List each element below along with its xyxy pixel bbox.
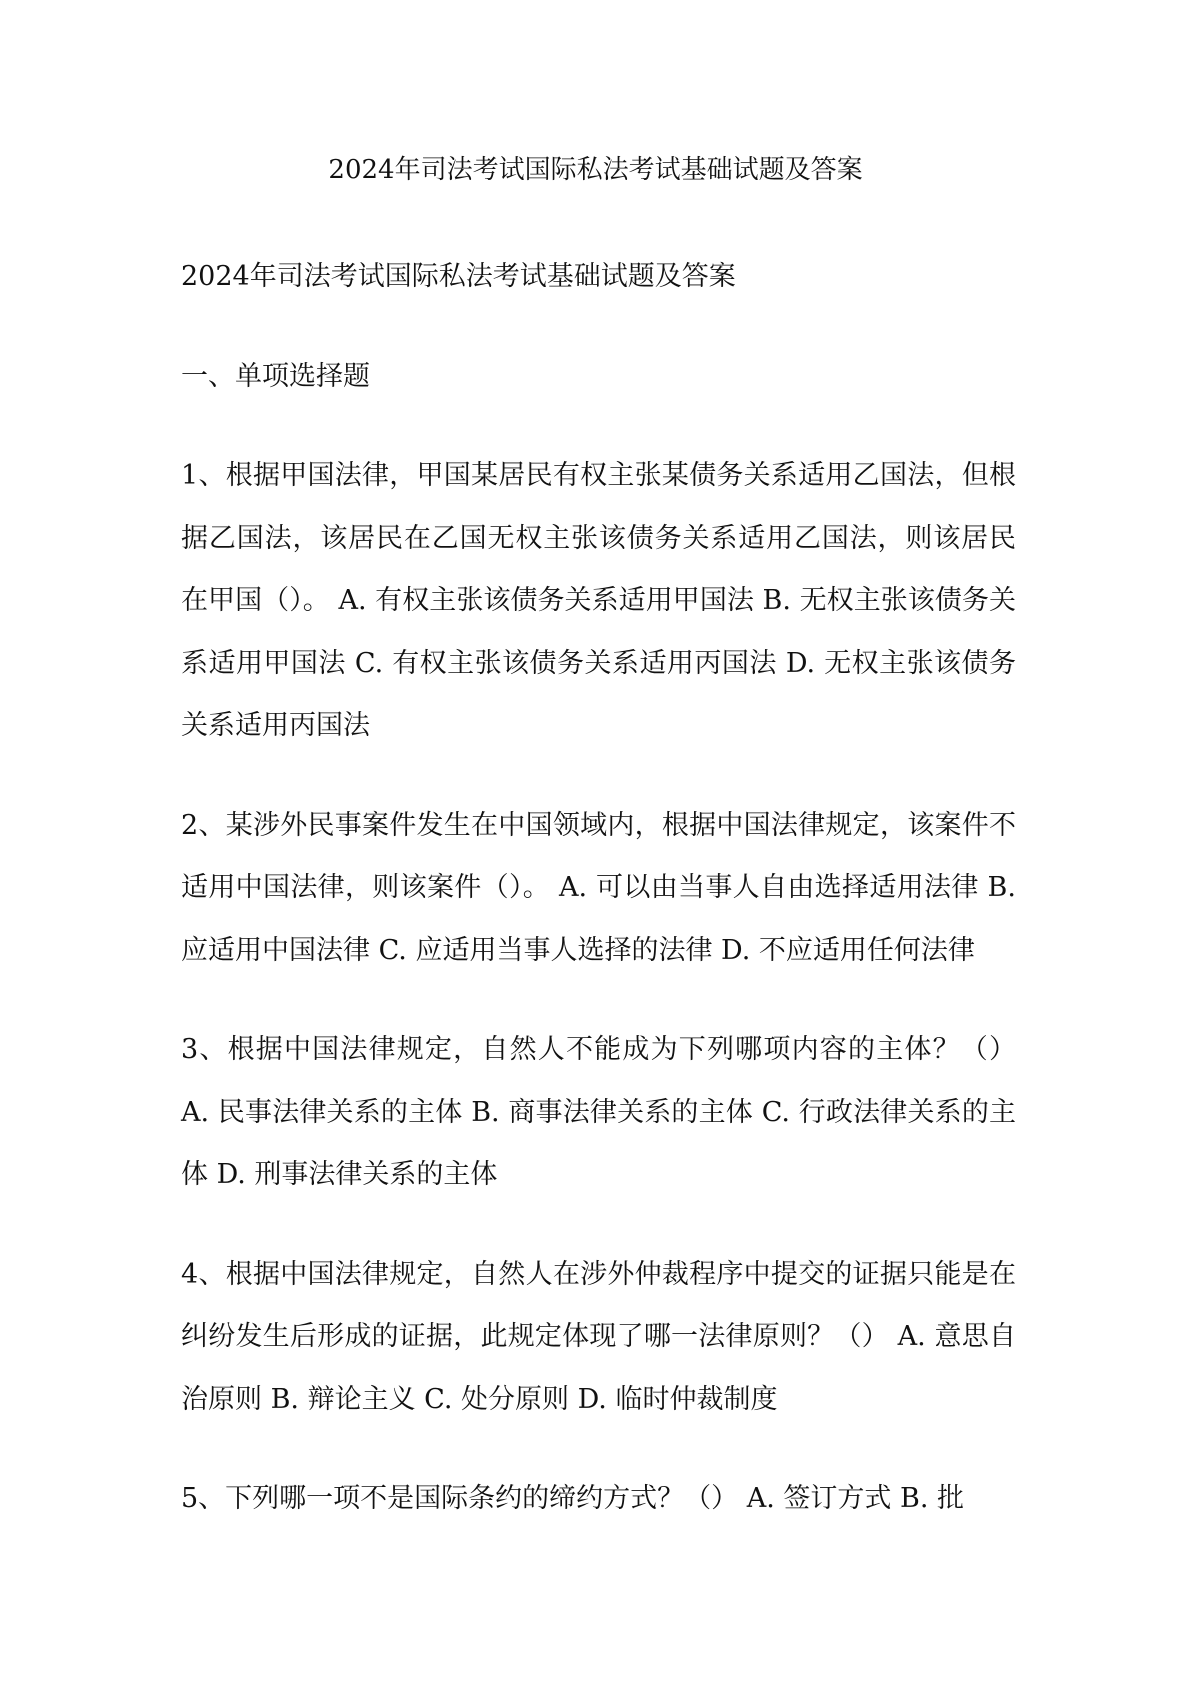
question-4: 4、根据中国法律规定，自然人在涉外仲裁程序中提交的证据只能是在纠纷发生后形成的证据，此规定体现了哪一法律原则？（） A. 意思自治原则 B. 辩论主义 C. 处分原则 D. 临时仲裁制度 bbox=[181, 1258, 1016, 1415]
document-title: 2024年司法考试国际私法考试基础试题及答案 bbox=[328, 155, 863, 185]
question-3: 3、根据中国法律规定，自然人不能成为下列哪项内容的主体？（） A. 民事法律关系的主体 B. 商事法律关系的主体 C. 行政法律关系的主体 D. 刑事法律关系的主体 bbox=[181, 1034, 1016, 1190]
section-heading: 一、单项选择题 bbox=[181, 360, 370, 392]
document-subtitle: 2024年司法考试国际私法考试基础试题及答案 bbox=[181, 261, 736, 292]
document-body bbox=[181, 246, 1016, 1568]
question-5: 5、下列哪一项不是国际条约的缔约方式？（） A. 签订方式 B. 批 bbox=[181, 1483, 965, 1514]
question-1: 1、根据甲国法律，甲国某居民有权主张某债务关系适用乙国法，但根据乙国法，该居民在乙国无权主张该债务关系适用乙国法，则该居民在甲国（）。 A. 有权主张该债务关系适用甲国法 B. 无权主张该债务关系适用甲国法 C. 有权主张该债务关系适用丙国法 D. 无权主张该债务关系适用丙国法 bbox=[181, 460, 1016, 741]
question-2: 2、某涉外民事案件发生在中国领域内，根据中国法律规定，该案件不适用中国法律，则该案件（）。 A. 可以由当事人自由选择适用法律 B. 应适用中国法律 C. 应适用当事人选择的法律 D. 不应适用任何法律 bbox=[181, 809, 1016, 966]
